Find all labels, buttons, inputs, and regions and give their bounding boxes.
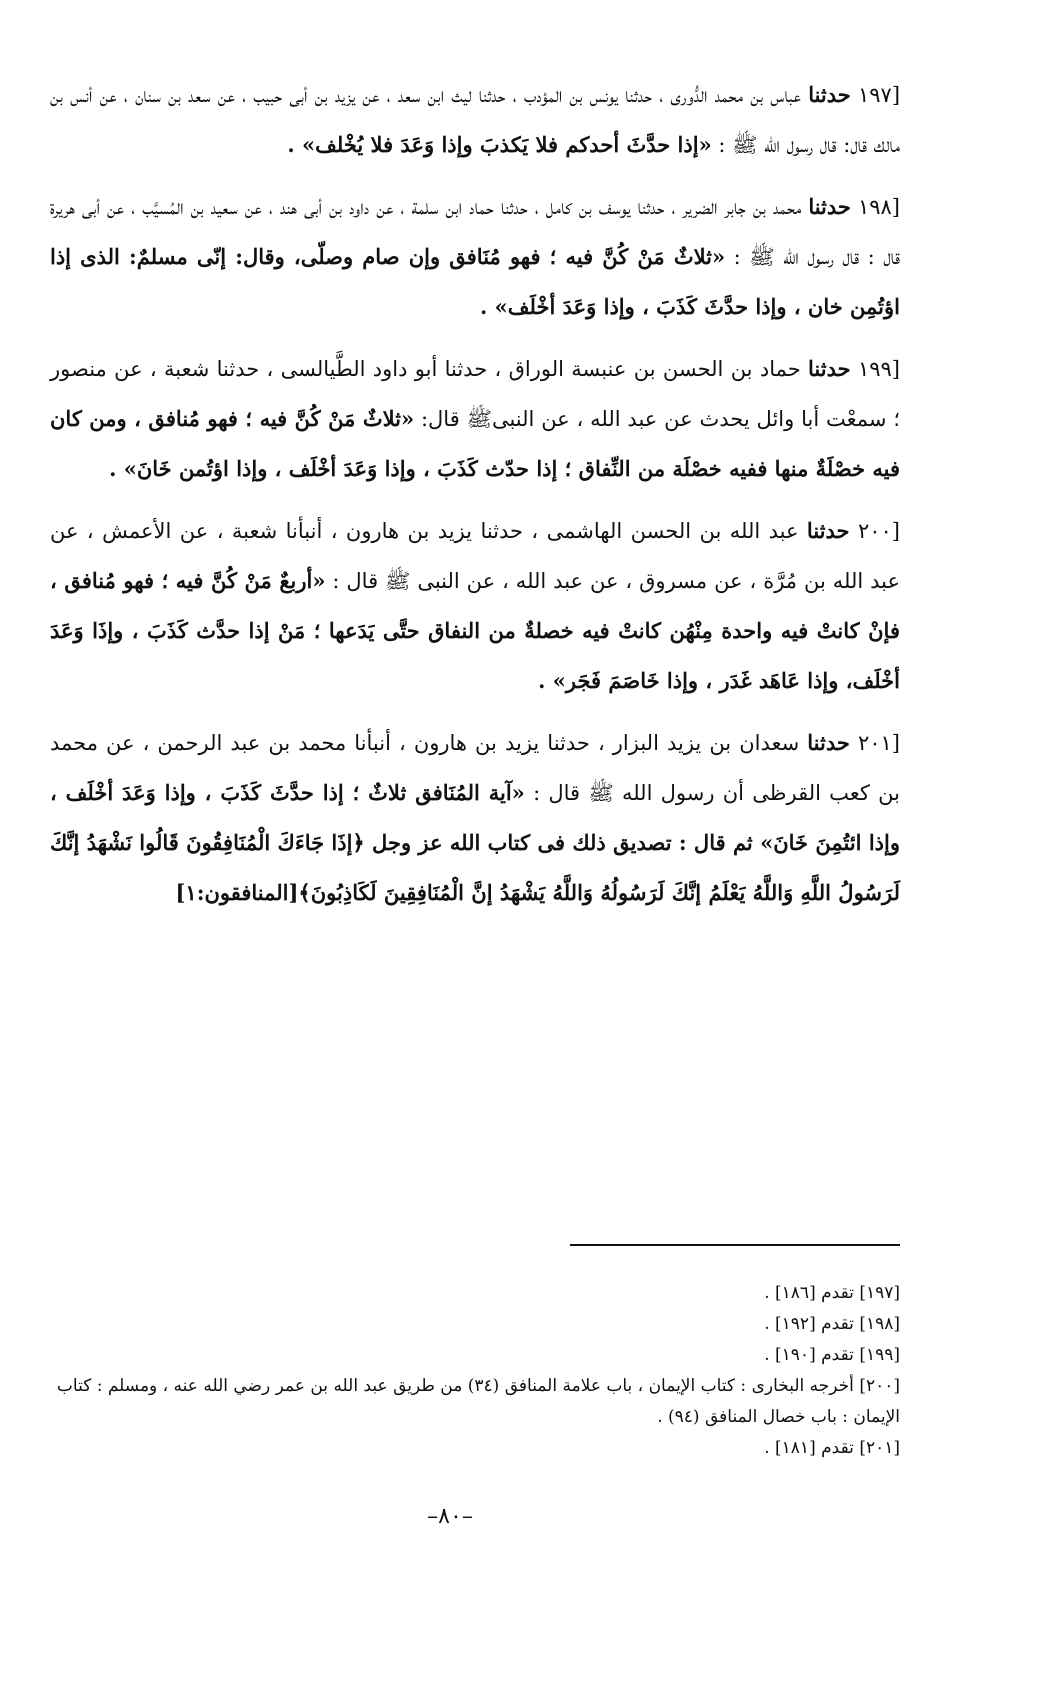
footnote-198 <box>50 1309 900 1340</box>
footnote-number: [١٩٨] <box>859 1314 900 1334</box>
hadith-matn: «ثلاثٌ مَنْ كُنَّ فيه ؛ فهو مُنافق ، ومن كان فيه خصْلَةٌ منها ففيه خصْلَة من النِّفاق ؛ إذا حدّث كَذَبَ ، وإذا وَعَدَ أخْلَف ، وإذا اؤتُمن خَانَ» . <box>50 406 900 481</box>
hadith-201 <box>50 718 900 918</box>
footnote-201 <box>50 1433 900 1464</box>
footnote-number: [٢٠١] <box>859 1438 900 1458</box>
hadith-isnad: سعدان بن يزيد البزار ، حدثنا يزيد بن هارون ، أنبأنا محمد بن عبد الرحمن ، عن محمد بن كعب القرظى أن رسول الله ﷺ قال : <box>50 731 901 805</box>
page-number: –٨٠– <box>427 1504 473 1529</box>
hadith-lead: حدثنا <box>806 518 850 543</box>
page-body <box>50 70 900 1670</box>
hadith-number: [١٩٩ <box>857 357 900 381</box>
hadith-lead: حدثنا <box>807 730 850 755</box>
hadith-number: [٢٠٠ <box>857 519 900 543</box>
hadith-isnad: محمد بن جابر الضرير ، حدثنا يوسف بن كامل ، حدثنا حماد ابن سلمة ، عن داود بن أبى هند ، عن سعيد بن المُسيَّب ، عن أبى هريرة قال : قال رسول الله ﷺ : <box>50 195 900 269</box>
hadith-198 <box>50 182 900 332</box>
footnote-text: تقدم [١٩٠] . <box>764 1345 854 1365</box>
footnote-divider <box>570 1244 900 1246</box>
hadith-isnad: عبد الله بن الحسن الهاشمى ، حدثنا يزيد بن هارون ، أنبأنا شعبة ، عن الأعمش ، عن عبد الله بن مُرَّة ، عن مسروق ، عن عبد الله ، عن النبى ﷺ قال : <box>50 519 900 593</box>
hadith-199 <box>50 344 900 494</box>
footnote-text: أخرجه البخارى : كتاب الإيمان ، باب علامة المنافق (٣٤) من طريق عبد الله بن عمر رضي الله عنه ، ومسلم : كتاب الإيمان : باب خصال المنافق (٩٤) . <box>56 1376 900 1427</box>
footnote-number: [١٩٧] <box>859 1283 900 1303</box>
hadith-number: [١٩٧ <box>857 83 901 107</box>
hadith-matn: «أربعٌ مَنْ كُنَّ فيه ؛ فهو مُنافق ، فإنْ كانتْ فيه واحدة مِنْهُن كانتْ فيه خصلةٌ من النفاق حتَّى يَدَعها ؛ مَنْ إذا حدَّث كَذَبَ ، وإذَا وَعَدَ أخْلَف، وإذا عَاهَد غَدَر ، وإذا خَاصَمَ فَجَر» . <box>50 568 900 693</box>
hadith-isnad: حماد بن الحسن بن عنبسة الوراق ، حدثنا أبو داود الطَّيالسى ، حدثنا شعبة ، عن منصور ؛ سمعْت أبا وائل يحدث عن عبد الله ، عن النبىﷺ قال: <box>50 357 901 431</box>
footnote-197 <box>50 1278 900 1309</box>
hadith-matn: «ثلاثٌ مَنْ كُنَّ فيه ؛ فهو مُنَافق وإن صام وصلّى، وقال: إنّى مسلمٌ: الذى إذا اؤتُمِن خان ، وإذا حدَّثَ كَذَبَ ، وإذا وَعَدَ أخْلَف» . <box>50 244 900 319</box>
footnote-number: [١٩٩] <box>859 1345 900 1365</box>
footnote-text: تقدم [١٩٢] . <box>764 1314 854 1334</box>
footnote-200 <box>50 1371 900 1433</box>
footnote-text: تقدم [١٨١] . <box>764 1438 854 1458</box>
hadith-isnad: عباس بن محمد الدُّورى ، حدثنا يونس بن المؤدب ، حدثنا ليث ابن سعد ، عن يزيد بن أبى حبيب ، عن سعد بن سنان ، عن أنس بن مالك قال: قال رسول الله ﷺ : <box>50 83 900 157</box>
footnote-number: [٢٠٠] <box>859 1376 900 1396</box>
hadith-number: [١٩٨ <box>857 195 900 219</box>
hadith-lead: حدثنا <box>808 82 851 107</box>
hadith-number: [٢٠١ <box>857 731 900 755</box>
hadith-matn: «إذا حدَّثَ أحدكم فلا يَكذبَ وإذا وَعَدَ فلا يُخْلف» . <box>287 132 712 157</box>
footnote-199 <box>50 1340 900 1371</box>
hadith-lead: حدثنا <box>808 356 851 381</box>
footnote-text: تقدم [١٨٦] . <box>764 1283 854 1303</box>
hadith-197 <box>50 70 900 170</box>
hadith-200 <box>50 506 900 706</box>
hadith-matn: «آية المُنَافق ثلاثٌ ؛ إذا حدَّثَ كَذَبَ ، وإذا وَعَدَ أخْلَف ، وإذا ائتُمِنَ خَانَ» ثم قال : تصديق ذلك فى كتاب الله عز وجل ﴿إذَا جَاءَكَ الْمُنَافِقُونَ قَالُوا نَشْهَدُ إنَّكَ لَرَسُولُ اللَّهِ وَاللَّهُ يَعْلَمُ إنَّكَ لَرَسُولُهُ وَاللَّهُ يَشْهَدُ إنَّ الْمُنَافِقِينَ لَكَاذِبُونَ﴾[المنافقون:١] <box>50 780 900 905</box>
footnotes <box>50 1278 900 1464</box>
hadith-lead: حدثنا <box>808 194 851 219</box>
